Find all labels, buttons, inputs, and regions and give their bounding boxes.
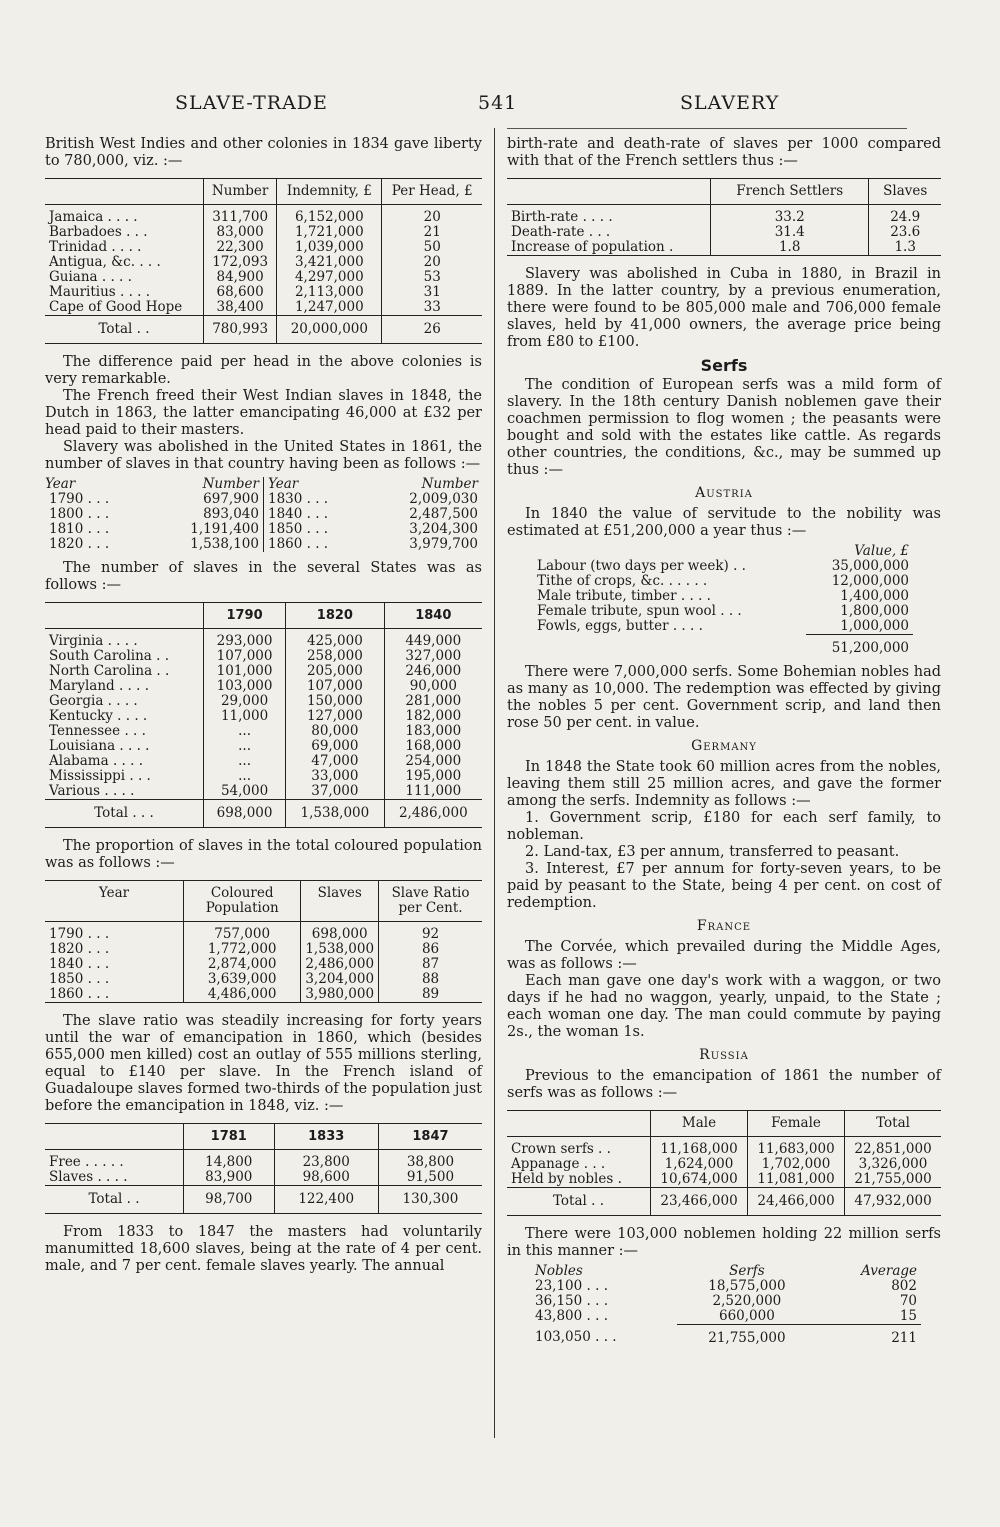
paragraph: There were 103,000 noblemen holding 22 million serfs in this manner :— bbox=[507, 1226, 941, 1259]
paragraph: In 1840 the value of servitude to the nobility was estimated at £51,200,000 a year thus :— bbox=[507, 506, 941, 539]
table-row bbox=[507, 1157, 941, 1172]
guadaloupe-table: 1781 1833 1847 Free . . . . . 14,800 23,800 38,800 Slaves . . . . 83,900 98,600 91,500 Total . . 98,700 122,400 130,300 bbox=[45, 1123, 482, 1214]
table-cell: 698,000 bbox=[301, 922, 379, 943]
table-row bbox=[45, 679, 482, 694]
paragraph: The French freed their West Indian slaves in 1848, the Dutch in 1863, the latter emancipating 46,000 at £32 per head paid to their masters. bbox=[45, 388, 482, 438]
table-cell: Various . . . . bbox=[49, 783, 135, 799]
table-cell: 91,500 bbox=[378, 1170, 482, 1186]
table-cell: 183,000 bbox=[384, 724, 482, 739]
table-row bbox=[45, 664, 482, 679]
table-cell: 68,600 bbox=[204, 285, 277, 300]
table-cell: 88 bbox=[379, 972, 482, 987]
table-row bbox=[45, 784, 482, 800]
table-cell: 2,520,000 bbox=[712, 1293, 782, 1309]
table-cell: 98,600 bbox=[274, 1170, 378, 1186]
table-cell: 69,000 bbox=[286, 739, 384, 754]
table-row bbox=[533, 559, 913, 574]
table-cell: 23,100 . . . bbox=[535, 1278, 608, 1294]
table-cell: 1,721,000 bbox=[277, 225, 382, 240]
table-cell: 107,000 bbox=[204, 649, 286, 664]
table-cell: 1,702,000 bbox=[748, 1157, 845, 1172]
paragraph: There were 7,000,000 serfs. Some Bohemian nobles had as many as 10,000. The redemption was effected by giving the nobles 5 per cent. Government scrip, and land then rose 50 per cent. in value. bbox=[507, 664, 941, 731]
table-cell: 168,000 bbox=[384, 739, 482, 754]
table-row bbox=[45, 300, 482, 316]
table-cell: Slaves . . . . bbox=[49, 1169, 128, 1185]
table-row bbox=[531, 1294, 921, 1309]
table-cell: 449,000 bbox=[384, 629, 482, 650]
table-cell: 1860 . . . bbox=[263, 537, 366, 552]
table-cell: 35,000,000 bbox=[831, 558, 909, 574]
table-row bbox=[45, 987, 482, 1003]
table-cell: North Carolina . . bbox=[49, 663, 170, 679]
table-cell: 3,326,000 bbox=[845, 1157, 941, 1172]
paragraph: The condition of European serfs was a mild form of slavery. In the 18th century Danish noblemen gave their coachmen permission to flog women ; the peasants were bought and sold with the estates like cattle. As regards other countries, the conditions, &c., may be summed up thus :— bbox=[507, 377, 941, 478]
table-cell: 11,081,000 bbox=[748, 1172, 845, 1188]
table-cell: Mississippi . . . bbox=[49, 768, 151, 784]
table-cell: 1790 . . . bbox=[49, 491, 110, 507]
table-row bbox=[45, 205, 482, 226]
table-cell: 1.3 bbox=[869, 240, 941, 256]
table-cell: 1850 . . . bbox=[263, 522, 366, 537]
left-column bbox=[45, 136, 482, 1275]
table-cell: Antigua, &c. . . . bbox=[49, 254, 161, 270]
table-row bbox=[45, 754, 482, 769]
table-cell: 327,000 bbox=[384, 649, 482, 664]
table-cell: 22,300 bbox=[204, 240, 277, 255]
table-row bbox=[45, 240, 482, 255]
us-slaves-table: Year Number Year Number 1790 . . . 697,900 1830 . . . 2,009,030 1800 . . . 893,040 1840 . . . 2,487,500 1810 . . . 1,191,400 1850 . . . 3,204,300 1820 . . . 1,538,100 1860 . . . 3,979,700 bbox=[45, 477, 482, 552]
col-header: Indemnity, £ bbox=[277, 179, 382, 205]
table-cell: 11,000 bbox=[204, 709, 286, 724]
section-heading: Serfs bbox=[700, 356, 748, 375]
table-cell: 2,487,500 bbox=[409, 506, 478, 522]
table-cell: 1840 . . . bbox=[263, 507, 366, 522]
table-cell: 1.8 bbox=[711, 240, 869, 256]
table-cell: Cape of Good Hope bbox=[49, 299, 183, 315]
table-row bbox=[45, 922, 482, 943]
table-cell: Jamaica . . . . bbox=[49, 209, 138, 225]
table-cell: 24.9 bbox=[869, 205, 941, 226]
table-cell: 31 bbox=[382, 285, 482, 300]
table-cell: 1,624,000 bbox=[651, 1157, 748, 1172]
table-cell: 3,421,000 bbox=[277, 255, 382, 270]
table-cell: 2,486,000 bbox=[301, 957, 379, 972]
paragraph: The proportion of slaves in the total coloured population was as follows :— bbox=[45, 838, 482, 871]
nobles-table: Nobles Serfs Average 23,100 . . . 18,575,000 802 36,150 . . . 2,520,000 70 43,800 . . . 660,000 15 103,050 . . . 21,755,000 211 bbox=[531, 1264, 921, 1346]
proportion-table: Year Coloured Population Slaves Slave Ratio per Cent. 1790 . . . 757,000 698,000 92 1820 . . . 1,772,000 1,538,000 86 1840 . . . 2,874,000 2,486,000 87 1850 . . . 3,639,000 3,204,000 88 1860 . . . 4,486,000 3,980,000 89 bbox=[45, 880, 482, 1003]
table-cell: 1,039,000 bbox=[277, 240, 382, 255]
paragraph: birth-rate and death-rate of slaves per 1000 compared with that of the French settlers thus :— bbox=[507, 136, 941, 169]
table-cell: 54,000 bbox=[204, 784, 286, 800]
table-cell: 33 bbox=[382, 300, 482, 316]
table-row bbox=[533, 574, 913, 589]
table-row bbox=[507, 1137, 941, 1158]
table-cell: ... bbox=[204, 754, 286, 769]
table-cell: 22,851,000 bbox=[845, 1137, 941, 1158]
table-row bbox=[45, 972, 482, 987]
table-cell: 33.2 bbox=[711, 205, 869, 226]
table-cell: 83,000 bbox=[204, 225, 277, 240]
table-cell: Free . . . . . bbox=[49, 1154, 124, 1170]
table-cell: 70 bbox=[899, 1293, 917, 1309]
table-cell: 84,900 bbox=[204, 270, 277, 285]
table-cell: 3,204,000 bbox=[301, 972, 379, 987]
table-cell: 103,000 bbox=[204, 679, 286, 694]
table-row bbox=[45, 255, 482, 270]
table-cell: 18,575,000 bbox=[708, 1278, 786, 1294]
paragraph: Previous to the emancipation of 1861 the number of serfs was as follows :— bbox=[507, 1068, 941, 1101]
table-cell: Maryland . . . . bbox=[49, 678, 149, 694]
table-cell: 182,000 bbox=[384, 709, 482, 724]
table-cell: 1820 . . . bbox=[49, 536, 110, 552]
table-row bbox=[531, 1309, 921, 1325]
table-row bbox=[507, 205, 941, 226]
table-cell: 14,800 bbox=[184, 1150, 275, 1171]
table-cell: 83,900 bbox=[184, 1170, 275, 1186]
table-cell: 21,755,000 bbox=[845, 1172, 941, 1188]
table-row bbox=[507, 225, 941, 240]
total-row: Total . . 780,993 20,000,000 26 bbox=[45, 316, 482, 344]
table-row bbox=[45, 629, 482, 650]
top-rule bbox=[507, 128, 907, 129]
table-cell: Tennessee . . . bbox=[49, 723, 146, 739]
table-cell: 150,000 bbox=[286, 694, 384, 709]
paragraph: The difference paid per head in the above colonies is very remarkable. bbox=[45, 354, 482, 387]
table-cell: 311,700 bbox=[204, 205, 277, 226]
table-cell: Virginia . . . . bbox=[49, 633, 138, 649]
table-cell: 3,204,300 bbox=[409, 521, 478, 537]
table-cell: 92 bbox=[379, 922, 482, 943]
paragraph: The Corvée, which prevailed during the Middle Ages, was as follows :— bbox=[507, 939, 941, 972]
table-cell: 1,538,100 bbox=[190, 536, 259, 552]
table-cell: Mauritius . . . . bbox=[49, 284, 151, 300]
table-row bbox=[45, 1150, 482, 1171]
table-row bbox=[45, 507, 482, 522]
total-row: Total . . 23,466,000 24,466,000 47,932,000 bbox=[507, 1188, 941, 1216]
column-divider bbox=[494, 128, 495, 1438]
table-cell: 2,113,000 bbox=[277, 285, 382, 300]
table-cell: 1,772,000 bbox=[184, 942, 301, 957]
table-cell: ... bbox=[204, 769, 286, 784]
table-cell: 38,400 bbox=[204, 300, 277, 316]
table-cell: Fowls, eggs, butter . . . . bbox=[537, 618, 703, 634]
table-cell: 1,800,000 bbox=[840, 603, 909, 619]
table-cell: 33,000 bbox=[286, 769, 384, 784]
section-heading: France bbox=[696, 918, 752, 934]
table-cell: 87 bbox=[379, 957, 482, 972]
table-cell: 254,000 bbox=[384, 754, 482, 769]
table-cell: 3,639,000 bbox=[184, 972, 301, 987]
paragraph: British West Indies and other colonies in 1834 gave liberty to 780,000, viz. :— bbox=[45, 136, 482, 169]
table-row bbox=[45, 225, 482, 240]
table-cell: 127,000 bbox=[286, 709, 384, 724]
table-cell: 281,000 bbox=[384, 694, 482, 709]
table-cell: Tithe of crops, &c. . . . . . bbox=[537, 573, 708, 589]
table-cell: 15 bbox=[899, 1308, 917, 1324]
paragraph: 3. Interest, £7 per annum for forty-seven years, to be paid by peasant to the State, being 4 per cent. on cost of redemption. bbox=[507, 861, 941, 911]
table-row bbox=[533, 589, 913, 604]
paragraph: Each man gave one day's work with a waggon, or two days if he had no waggon, yearly, unpaid, to the State ; each woman one day. The man could commute by paying 2s., the woman 1s. bbox=[507, 973, 941, 1040]
table-row bbox=[45, 537, 482, 552]
table-cell: Louisiana . . . . bbox=[49, 738, 150, 754]
table-cell: 23.6 bbox=[869, 225, 941, 240]
table-cell: 205,000 bbox=[286, 664, 384, 679]
paragraph: The number of slaves in the several States was as follows :— bbox=[45, 560, 482, 593]
table-cell: Kentucky . . . . bbox=[49, 708, 148, 724]
table-row bbox=[45, 769, 482, 784]
page-number: 541 bbox=[478, 92, 518, 114]
paragraph: From 1833 to 1847 the masters had voluntarily manumitted 18,600 slaves, being at the rate of 4 per cent. male, and 7 per cent. female slaves yearly. The annual bbox=[45, 1224, 482, 1274]
right-column bbox=[507, 136, 941, 1346]
table-cell: 2,009,030 bbox=[409, 491, 478, 507]
table-cell: 172,093 bbox=[204, 255, 277, 270]
table-cell: 111,000 bbox=[384, 784, 482, 800]
table-cell: 1,191,400 bbox=[190, 521, 259, 537]
table-row bbox=[507, 240, 941, 256]
table-cell: Crown serfs . . bbox=[511, 1141, 611, 1157]
table-cell: 43,800 . . . bbox=[535, 1308, 608, 1324]
table-cell: 20 bbox=[382, 255, 482, 270]
birth-death-table: French Settlers Slaves Birth-rate . . . . 33.2 24.9 Death-rate . . . 31.4 23.6 Increase of population . 1.8 1.3 bbox=[507, 178, 941, 256]
table-cell: 11,683,000 bbox=[748, 1137, 845, 1158]
table-cell: 2,874,000 bbox=[184, 957, 301, 972]
table-row bbox=[45, 270, 482, 285]
table-cell: 1800 . . . bbox=[49, 506, 110, 522]
total-row: Total . . . 698,000 1,538,000 2,486,000 bbox=[45, 800, 482, 828]
table-cell: 1,538,000 bbox=[301, 942, 379, 957]
table-cell: Georgia . . . . bbox=[49, 693, 138, 709]
paragraph: The slave ratio was steadily increasing for forty years until the war of emancipation in 1860, which (besides 655,000 men killed) cost an outlay of 555 millions sterling, equal to £140 per slave. In the French island of Guadaloupe slaves formed two-thirds of the population just before the emancipation in 1848, viz. :— bbox=[45, 1013, 482, 1114]
table-cell: 697,900 bbox=[203, 491, 259, 507]
section-heading: Austria bbox=[695, 485, 753, 501]
table-row bbox=[507, 1172, 941, 1188]
table-cell: 660,000 bbox=[718, 1308, 775, 1324]
table-cell: 1840 . . . bbox=[49, 956, 110, 972]
total-row: Total . . 98,700 122,400 130,300 bbox=[45, 1186, 482, 1214]
table-cell: 4,297,000 bbox=[277, 270, 382, 285]
table-row bbox=[45, 694, 482, 709]
table-cell: 1810 . . . bbox=[49, 521, 110, 537]
paragraph: Slavery was abolished in the United States in 1861, the number of slaves in that country having been as follows :— bbox=[45, 439, 482, 472]
table-cell: 1850 . . . bbox=[49, 971, 110, 987]
table-cell: Alabama . . . . bbox=[49, 753, 143, 769]
table-cell: 36,150 . . . bbox=[535, 1293, 608, 1309]
table-row bbox=[45, 285, 482, 300]
table-cell: 1830 . . . bbox=[263, 492, 366, 507]
table-row bbox=[45, 739, 482, 754]
table-cell: 31.4 bbox=[711, 225, 869, 240]
table-cell: 90,000 bbox=[384, 679, 482, 694]
table-cell: Birth-rate . . . . bbox=[511, 209, 613, 225]
table-cell: 23,800 bbox=[274, 1150, 378, 1171]
table-cell: 258,000 bbox=[286, 649, 384, 664]
table-cell: ... bbox=[204, 724, 286, 739]
states-table: 1790 1820 1840 Virginia . . . . 293,000 425,000 449,000 South Carolina . . 107,000 258,000 327,000 North Carolina . . 101,000 205,000 246,000 Maryland . . . . 103,000 107,000 90,000 Georgia . . . . 29,000 150,000 281,000 Kentucky . . . . 11,000 127,000 182,000 Tennessee . . . ... 80,000 183,000 Louisiana . . . . ... 69,000 168,000 Alabama . . . . ... 47,000 254,000 Mississippi . . . ... 33,000 195,000 Various . . . . 54,000 37,000 111,000 Total . . . 698,000 1,538,000 2,486,000 bbox=[45, 602, 482, 828]
table-cell: 12,000,000 bbox=[831, 573, 909, 589]
table-row bbox=[45, 957, 482, 972]
table-cell: 1820 . . . bbox=[49, 941, 110, 957]
table-cell: 89 bbox=[379, 987, 482, 1003]
table-cell: Female tribute, spun wool . . . bbox=[537, 603, 742, 619]
table-cell: 893,040 bbox=[203, 506, 259, 522]
table-row bbox=[533, 604, 913, 619]
table-row bbox=[45, 942, 482, 957]
west-indies-table bbox=[45, 178, 482, 344]
table-cell: 1,400,000 bbox=[840, 588, 909, 604]
table-cell: 195,000 bbox=[384, 769, 482, 784]
table-cell: 10,674,000 bbox=[651, 1172, 748, 1188]
table-row bbox=[45, 709, 482, 724]
table-cell: Death-rate . . . bbox=[511, 224, 611, 240]
table-cell: 1,247,000 bbox=[277, 300, 382, 316]
austria-table: Value, £ Labour (two days per week) . . 35,000,000 Tithe of crops, &c. . . . . . 12,000,000 Male tribute, timber . . . . 1,400,000 Female tribute, spun wool . . . 1,800,000 Fowls, eggs, butter . . . . 1,000,000 51,200,000 bbox=[533, 544, 913, 656]
table-cell: 3,979,700 bbox=[409, 536, 478, 552]
table-row bbox=[531, 1279, 921, 1294]
table-cell: ... bbox=[204, 739, 286, 754]
section-heading: Germany bbox=[691, 738, 757, 754]
paragraph: In 1848 the State took 60 million acres from the nobles, leaving them still 25 million acres, and gave the former among the serfs. Indemnity as follows :— bbox=[507, 759, 941, 809]
table-cell: 107,000 bbox=[286, 679, 384, 694]
table-cell: 425,000 bbox=[286, 629, 384, 650]
table-row bbox=[533, 619, 913, 635]
section-heading: Russia bbox=[699, 1047, 749, 1063]
running-head-left: SLAVE-TRADE bbox=[175, 92, 328, 114]
paragraph: 1. Government scrip, £180 for each serf family, to nobleman. bbox=[507, 810, 941, 843]
table-cell: 86 bbox=[379, 942, 482, 957]
table-cell: 21 bbox=[382, 225, 482, 240]
col-header: Per Head, £ bbox=[382, 179, 482, 205]
table-cell: Held by nobles . bbox=[511, 1171, 622, 1187]
table-cell: 20 bbox=[382, 205, 482, 226]
table-cell: 1,000,000 bbox=[840, 618, 909, 634]
table-row bbox=[45, 724, 482, 739]
table-cell: 802 bbox=[891, 1278, 917, 1294]
running-head-right: SLAVERY bbox=[680, 92, 780, 114]
table-row bbox=[45, 649, 482, 664]
table-cell: 757,000 bbox=[184, 922, 301, 943]
russia-table: Male Female Total Crown serfs . . 11,168,000 11,683,000 22,851,000 Appanage . . . 1,624,000 1,702,000 3,326,000 Held by nobles . 10,674,000 11,081,000 21,755,000 Total . . 23,466,000 24,466,000 47,932,000 bbox=[507, 1110, 941, 1216]
table-cell: 80,000 bbox=[286, 724, 384, 739]
table-row bbox=[45, 492, 482, 507]
table-cell: 101,000 bbox=[204, 664, 286, 679]
table-cell: Male tribute, timber . . . . bbox=[537, 588, 711, 604]
table-cell: Barbadoes . . . bbox=[49, 224, 148, 240]
table-row bbox=[45, 1170, 482, 1186]
table-cell: 1790 . . . bbox=[49, 926, 110, 942]
table-cell: Appanage . . . bbox=[511, 1156, 606, 1172]
paragraph: Slavery was abolished in Cuba in 1880, in Brazil in 1889. In the latter country, by a previous enumeration, there were found to be 805,000 male and 706,000 female slaves, held by 41,000 owners, the average price being from £80 to £100. bbox=[507, 266, 941, 350]
table-cell: 29,000 bbox=[204, 694, 286, 709]
table-cell: Increase of population . bbox=[511, 239, 674, 255]
table-row bbox=[45, 522, 482, 537]
table-cell: 6,152,000 bbox=[277, 205, 382, 226]
table-cell: 4,486,000 bbox=[184, 987, 301, 1003]
table-cell: 1860 . . . bbox=[49, 986, 110, 1002]
col-header: Number bbox=[204, 179, 277, 205]
table-cell: South Carolina . . bbox=[49, 648, 169, 664]
table-cell: Labour (two days per week) . . bbox=[537, 558, 746, 574]
table-cell: 53 bbox=[382, 270, 482, 285]
table-cell: 246,000 bbox=[384, 664, 482, 679]
table-cell: 47,000 bbox=[286, 754, 384, 769]
paragraph: 2. Land-tax, £3 per annum, transferred to peasant. bbox=[525, 844, 900, 860]
table-cell: 38,800 bbox=[378, 1150, 482, 1171]
table-cell: Trinidad . . . . bbox=[49, 239, 142, 255]
table-cell: 11,168,000 bbox=[651, 1137, 748, 1158]
table-cell: Guiana . . . . bbox=[49, 269, 132, 285]
table-cell: 293,000 bbox=[204, 629, 286, 650]
table-cell: 3,980,000 bbox=[301, 987, 379, 1003]
table-cell: 37,000 bbox=[286, 784, 384, 800]
table-cell: 50 bbox=[382, 240, 482, 255]
